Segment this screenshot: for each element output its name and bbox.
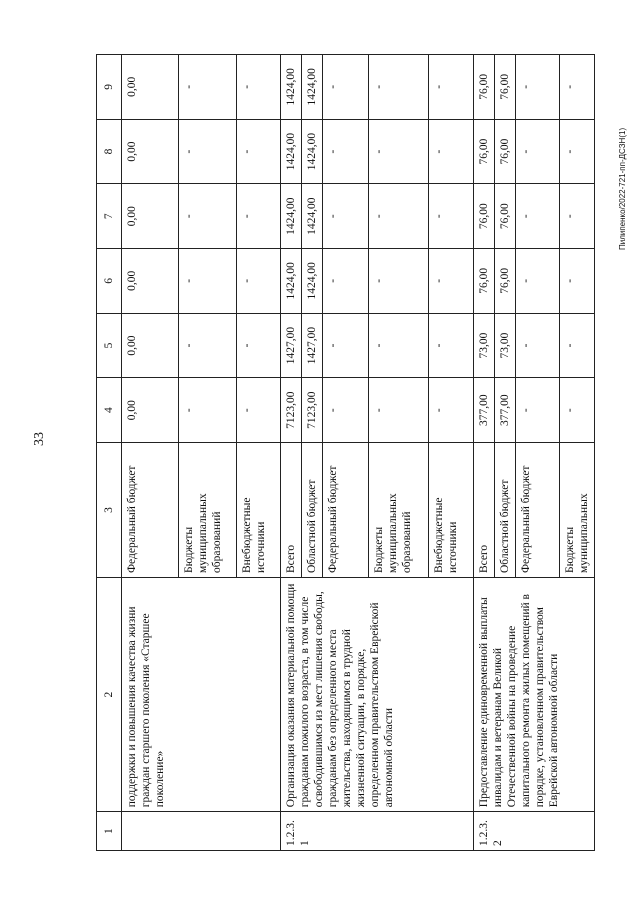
value-cell: 1424,00 [302, 119, 323, 184]
value-cell: 1424,00 [302, 55, 323, 120]
table-row [281, 55, 302, 851]
empty-value: - [369, 119, 429, 184]
empty-value: - [237, 119, 281, 184]
empty-value: - [429, 184, 474, 249]
empty-value: - [429, 55, 474, 120]
empty-value: - [516, 249, 560, 314]
value-cell: 76,00 [474, 184, 495, 249]
header-row [97, 55, 122, 851]
empty-value: - [179, 184, 237, 249]
funding-source: Областной бюджет [495, 442, 516, 577]
header-cell: 1 [97, 812, 122, 851]
empty-value: - [323, 55, 369, 120]
budget-table-container [96, 54, 591, 851]
empty-value: - [179, 119, 237, 184]
value-cell: 1427,00 [302, 313, 323, 378]
empty-value: - [516, 378, 560, 443]
value-cell: 73,00 [474, 313, 495, 378]
empty-value: - [560, 313, 595, 378]
value-cell: 76,00 [495, 249, 516, 314]
row-code: 1.2.3. 2 [474, 812, 595, 851]
empty-value: - [516, 119, 560, 184]
empty-value: - [369, 313, 429, 378]
empty-value: - [179, 249, 237, 314]
value-cell: 76,00 [495, 184, 516, 249]
empty-value: - [429, 378, 474, 443]
empty-value: - [179, 378, 237, 443]
table-row [474, 55, 495, 851]
empty-value: - [516, 55, 560, 120]
funding-source: Федеральный бюджет [122, 442, 179, 577]
header-cell: 8 [97, 119, 122, 184]
header-cell: 2 [97, 578, 122, 812]
empty-value: - [179, 313, 237, 378]
empty-value: - [429, 313, 474, 378]
value-cell: 7123,00 [281, 378, 302, 443]
header-cell: 5 [97, 313, 122, 378]
empty-value: - [237, 378, 281, 443]
empty-value: - [516, 313, 560, 378]
row-description: поддержки и повышения качества жизни граждан старшего поколения «Старшее поколение» [122, 578, 281, 812]
value-cell: 0,00 [122, 55, 179, 120]
value-cell: 76,00 [474, 119, 495, 184]
empty-value: - [560, 119, 595, 184]
empty-value: - [323, 249, 369, 314]
funding-source: Бюджеты муниципальных [560, 442, 595, 577]
empty-value: - [323, 378, 369, 443]
empty-value: - [179, 55, 237, 120]
value-cell: 76,00 [474, 249, 495, 314]
header-cell: 6 [97, 249, 122, 314]
value-cell: 0,00 [122, 249, 179, 314]
value-cell: 7123,00 [302, 378, 323, 443]
value-cell: 1424,00 [281, 119, 302, 184]
funding-source: Областной бюджет [302, 442, 323, 577]
budget-table [96, 54, 595, 851]
empty-value: - [237, 184, 281, 249]
value-cell: 0,00 [122, 184, 179, 249]
funding-source: Бюджеты муниципальных образований [369, 442, 429, 577]
value-cell: 76,00 [495, 55, 516, 120]
value-cell: 0,00 [122, 313, 179, 378]
empty-value: - [323, 119, 369, 184]
empty-value: - [560, 55, 595, 120]
empty-value: - [369, 55, 429, 120]
table-row [122, 55, 179, 851]
empty-value: - [560, 249, 595, 314]
value-cell: 1424,00 [302, 249, 323, 314]
empty-value: - [516, 184, 560, 249]
funding-source: Всего [474, 442, 495, 577]
header-cell: 3 [97, 442, 122, 577]
value-cell: 377,00 [495, 378, 516, 443]
page-number: 33 [32, 432, 47, 446]
value-cell: 1424,00 [281, 184, 302, 249]
value-cell: 0,00 [122, 378, 179, 443]
funding-source: Внебюджетные источники [237, 442, 281, 577]
value-cell: 1427,00 [281, 313, 302, 378]
value-cell: 1424,00 [302, 184, 323, 249]
empty-value: - [237, 55, 281, 120]
header-cell: 7 [97, 184, 122, 249]
empty-value: - [560, 184, 595, 249]
empty-value: - [560, 378, 595, 443]
value-cell: 1424,00 [281, 249, 302, 314]
value-cell: 1424,00 [281, 55, 302, 120]
funding-source: Всего [281, 442, 302, 577]
empty-value: - [323, 313, 369, 378]
header-cell: 4 [97, 378, 122, 443]
empty-value: - [429, 249, 474, 314]
row-code: 1.2.3. 1 [281, 812, 474, 851]
header-cell: 9 [97, 55, 122, 120]
empty-value: - [369, 184, 429, 249]
funding-source: Федеральный бюджет [516, 442, 560, 577]
empty-value: - [369, 378, 429, 443]
value-cell: 377,00 [474, 378, 495, 443]
empty-value: - [369, 249, 429, 314]
row-description: Организация оказания материальной помощи гражданам пожилого возраста, в том числе освободившимся из мест лишения свободы, гражданам без определенного места жительства, находящимся в трудной жизненной ситуации, в порядке, определенном правительством Еврейской автономной области [281, 578, 474, 812]
row-code [122, 812, 281, 851]
value-cell: 76,00 [495, 119, 516, 184]
value-cell: 0,00 [122, 119, 179, 184]
funding-source: Федеральный бюджет [323, 442, 369, 577]
empty-value: - [237, 313, 281, 378]
empty-value: - [323, 184, 369, 249]
document-code: Пилипенко/2022-721-пп-ДСЗН(1) [618, 127, 627, 250]
empty-value: - [429, 119, 474, 184]
row-description: Предоставление единовременной выплаты инвалидам и ветеранам Великой Отечественной войны на проведение капитального ремонта жилых помещений в порядке, установленном правительством Еврейской автономной области [474, 578, 595, 812]
funding-source: Бюджеты муниципальных образований [179, 442, 237, 577]
empty-value: - [237, 249, 281, 314]
value-cell: 73,00 [495, 313, 516, 378]
funding-source: Внебюджетные источники [429, 442, 474, 577]
value-cell: 76,00 [474, 55, 495, 120]
